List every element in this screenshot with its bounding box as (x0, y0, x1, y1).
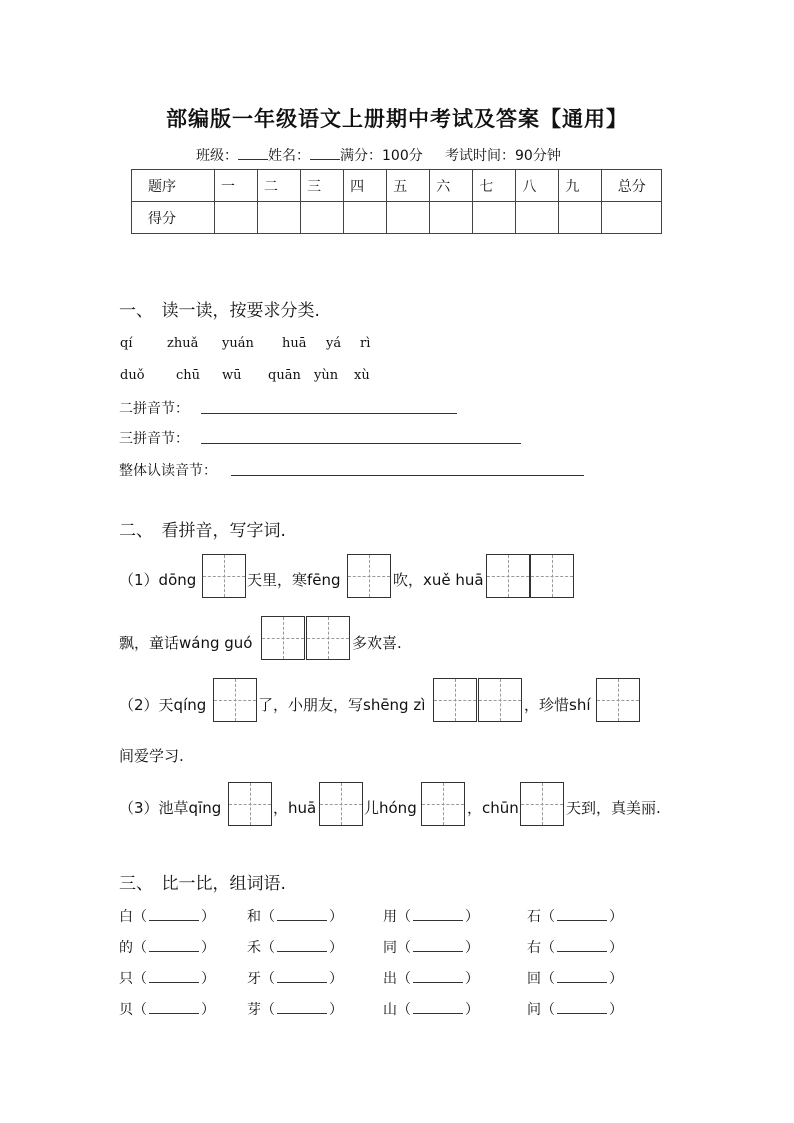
word-compare-item (247, 906, 343, 926)
answer-blank[interactable] (277, 970, 327, 983)
answer-blank[interactable] (557, 908, 607, 921)
score-header-cell: 题序 (132, 170, 215, 202)
close-paren: ） (329, 940, 343, 956)
name-label: 姓名： (268, 148, 310, 164)
answer-blank[interactable] (557, 1001, 607, 1014)
score-cell[interactable] (344, 202, 387, 234)
score-header-cell: 九 (559, 170, 602, 202)
score-header-cell: 四 (344, 170, 387, 202)
score-cell[interactable] (430, 202, 473, 234)
score-header-cell: 一 (215, 170, 258, 202)
class-blank[interactable] (238, 145, 268, 160)
writing-grid-box[interactable] (433, 678, 477, 722)
score-header-cell: 三 (301, 170, 344, 202)
writing-grid-box[interactable] (486, 554, 530, 598)
question-text: 吹，xuě huā (393, 571, 484, 589)
pinyin-item: yá (326, 336, 342, 351)
fill-line-whole-syllable[interactable] (231, 475, 584, 476)
writing-grid-box[interactable] (319, 782, 363, 826)
close-paren: ） (465, 1002, 479, 1018)
writing-grid-box[interactable] (478, 678, 522, 722)
answer-blank[interactable] (149, 970, 199, 983)
answer-blank[interactable] (277, 939, 327, 952)
full-score-label: 满分：100分 (340, 148, 423, 164)
question-text: 飘，童话wáng guó (119, 634, 253, 652)
word-compare-item (527, 906, 623, 926)
score-header-cell: 六 (430, 170, 473, 202)
word-compare-item (119, 999, 215, 1019)
score-cell[interactable] (258, 202, 301, 234)
close-paren: ） (465, 971, 479, 987)
exam-time-label: 考试时间：90分钟 (445, 148, 561, 164)
open-paren: （ (397, 909, 411, 925)
open-paren: （ (397, 940, 411, 956)
compare-char: 禾 (247, 940, 261, 956)
close-paren: ） (201, 940, 215, 956)
close-paren: ） (609, 940, 623, 956)
open-paren: （ (397, 971, 411, 987)
close-paren: ） (201, 971, 215, 987)
answer-blank[interactable] (413, 939, 463, 952)
class-label: 班级： (196, 148, 238, 164)
score-cell[interactable] (301, 202, 344, 234)
writing-grid-box[interactable] (213, 678, 257, 722)
pinyin-item: wū (222, 368, 242, 383)
close-paren: ） (609, 1002, 623, 1018)
compare-char: 白 (119, 909, 133, 925)
open-paren: （ (541, 971, 555, 987)
fill-line-two-spell[interactable] (201, 413, 457, 414)
writing-grid-box[interactable] (520, 782, 564, 826)
open-paren: （ (261, 1002, 275, 1018)
score-header-cell: 五 (387, 170, 430, 202)
writing-grid-box[interactable] (261, 616, 305, 660)
compare-char: 和 (247, 909, 261, 925)
answer-blank[interactable] (413, 970, 463, 983)
close-paren: ） (609, 971, 623, 987)
score-table-header-row (132, 170, 662, 202)
answer-blank[interactable] (277, 1001, 327, 1014)
writing-grid-box[interactable] (202, 554, 246, 598)
score-cell[interactable] (215, 202, 258, 234)
answer-blank[interactable] (149, 939, 199, 952)
open-paren: （ (261, 909, 275, 925)
question-text: 间爱学习. (119, 747, 184, 765)
close-paren: ） (609, 909, 623, 925)
word-compare-item (527, 968, 623, 988)
close-paren: ） (329, 909, 343, 925)
fill-label-two-spell: 二拼音节： (119, 401, 189, 417)
close-paren: ） (329, 1002, 343, 1018)
close-paren: ） (465, 909, 479, 925)
section2-heading: 二、 看拼音，写字词. (119, 521, 286, 541)
score-cell[interactable] (516, 202, 559, 234)
question-text: 天到，真美丽. (566, 799, 661, 817)
compare-char: 牙 (247, 971, 261, 987)
question-text: ，珍惜shí (524, 696, 591, 714)
word-compare-item (119, 937, 215, 957)
compare-char: 山 (383, 1002, 397, 1018)
close-paren: ） (201, 909, 215, 925)
open-paren: （ (541, 1002, 555, 1018)
word-compare-item (383, 937, 479, 957)
pinyin-item: yuán (222, 336, 254, 351)
compare-char: 的 (119, 940, 133, 956)
word-compare-item (383, 906, 479, 926)
compare-char: 同 (383, 940, 397, 956)
open-paren: （ (133, 909, 147, 925)
compare-char: 只 (119, 971, 133, 987)
score-cell[interactable] (559, 202, 602, 234)
compare-char: 回 (527, 971, 541, 987)
compare-char: 芽 (247, 1002, 261, 1018)
word-compare-item (383, 999, 479, 1019)
compare-char: 石 (527, 909, 541, 925)
word-compare-item (247, 937, 343, 957)
question-text: ，chūn (467, 799, 519, 817)
score-header-cell: 八 (516, 170, 559, 202)
close-paren: ） (465, 940, 479, 956)
answer-blank[interactable] (277, 908, 327, 921)
pinyin-item: chū (176, 368, 201, 383)
question-text: ，huā (273, 799, 317, 817)
fill-label-whole-syllable: 整体认读音节： (119, 463, 217, 479)
answer-blank[interactable] (557, 939, 607, 952)
writing-grid-box[interactable] (306, 616, 350, 660)
writing-grid-box[interactable] (421, 782, 465, 826)
pinyin-item: yùn (314, 368, 339, 383)
close-paren: ） (201, 1002, 215, 1018)
section1-heading: 一、 读一读，按要求分类. (119, 301, 320, 321)
name-blank[interactable] (310, 145, 340, 160)
score-header-cell: 二 (258, 170, 301, 202)
question-text: （2）天qíng (119, 696, 207, 714)
word-compare-item (527, 937, 623, 957)
section3-heading: 三、 比一比，组词语. (119, 874, 286, 894)
answer-blank[interactable] (149, 1001, 199, 1014)
score-cell[interactable] (387, 202, 430, 234)
question-text: 天里，寒fēng (247, 571, 341, 589)
pinyin-item: zhuǎ (167, 336, 199, 351)
writing-grid-box[interactable] (347, 554, 391, 598)
fill-line-three-spell[interactable] (201, 443, 521, 444)
word-compare-item (247, 968, 343, 988)
close-paren: ） (329, 971, 343, 987)
writing-grid-box[interactable] (228, 782, 272, 826)
word-compare-item (119, 906, 215, 926)
pinyin-item: rì (360, 336, 371, 351)
writing-grid-box[interactable] (596, 678, 640, 722)
answer-blank[interactable] (149, 908, 199, 921)
word-compare-item (383, 968, 479, 988)
score-row-label: 得分 (132, 202, 215, 234)
open-paren: （ (541, 909, 555, 925)
open-paren: （ (261, 971, 275, 987)
compare-char: 贝 (119, 1002, 133, 1018)
pinyin-item: xù (354, 368, 370, 383)
writing-grid-box[interactable] (530, 554, 574, 598)
pinyin-item: huā (282, 336, 307, 351)
question-text: 儿hóng (364, 799, 417, 817)
word-compare-item (119, 968, 215, 988)
open-paren: （ (133, 971, 147, 987)
open-paren: （ (133, 940, 147, 956)
word-compare-item (527, 999, 623, 1019)
pinyin-item: quān (268, 368, 301, 383)
open-paren: （ (261, 940, 275, 956)
compare-char: 右 (527, 940, 541, 956)
compare-char: 问 (527, 1002, 541, 1018)
open-paren: （ (133, 1002, 147, 1018)
fill-label-three-spell: 三拼音节： (119, 431, 189, 447)
compare-char: 用 (383, 909, 397, 925)
open-paren: （ (541, 940, 555, 956)
question-text: 了，小朋友，写shēng zì (258, 696, 426, 714)
score-header-cell: 总分 (602, 170, 662, 202)
info-line (196, 145, 561, 165)
score-table-score-row (132, 202, 662, 234)
pinyin-item: duǒ (120, 368, 145, 383)
page-title: 部编版一年级语文上册期中考试及答案【通用】 (166, 107, 628, 131)
answer-blank[interactable] (413, 908, 463, 921)
question-text: （1）dōng (119, 571, 197, 589)
compare-char: 出 (383, 971, 397, 987)
score-header-cell: 七 (473, 170, 516, 202)
score-cell[interactable] (473, 202, 516, 234)
question-text: 多欢喜. (352, 634, 402, 652)
open-paren: （ (397, 1002, 411, 1018)
answer-blank[interactable] (557, 970, 607, 983)
word-compare-item (247, 999, 343, 1019)
score-cell[interactable] (602, 202, 662, 234)
question-text: （3）池草qīng (119, 799, 222, 817)
score-table (131, 169, 662, 234)
pinyin-item: qí (120, 336, 133, 351)
answer-blank[interactable] (413, 1001, 463, 1014)
